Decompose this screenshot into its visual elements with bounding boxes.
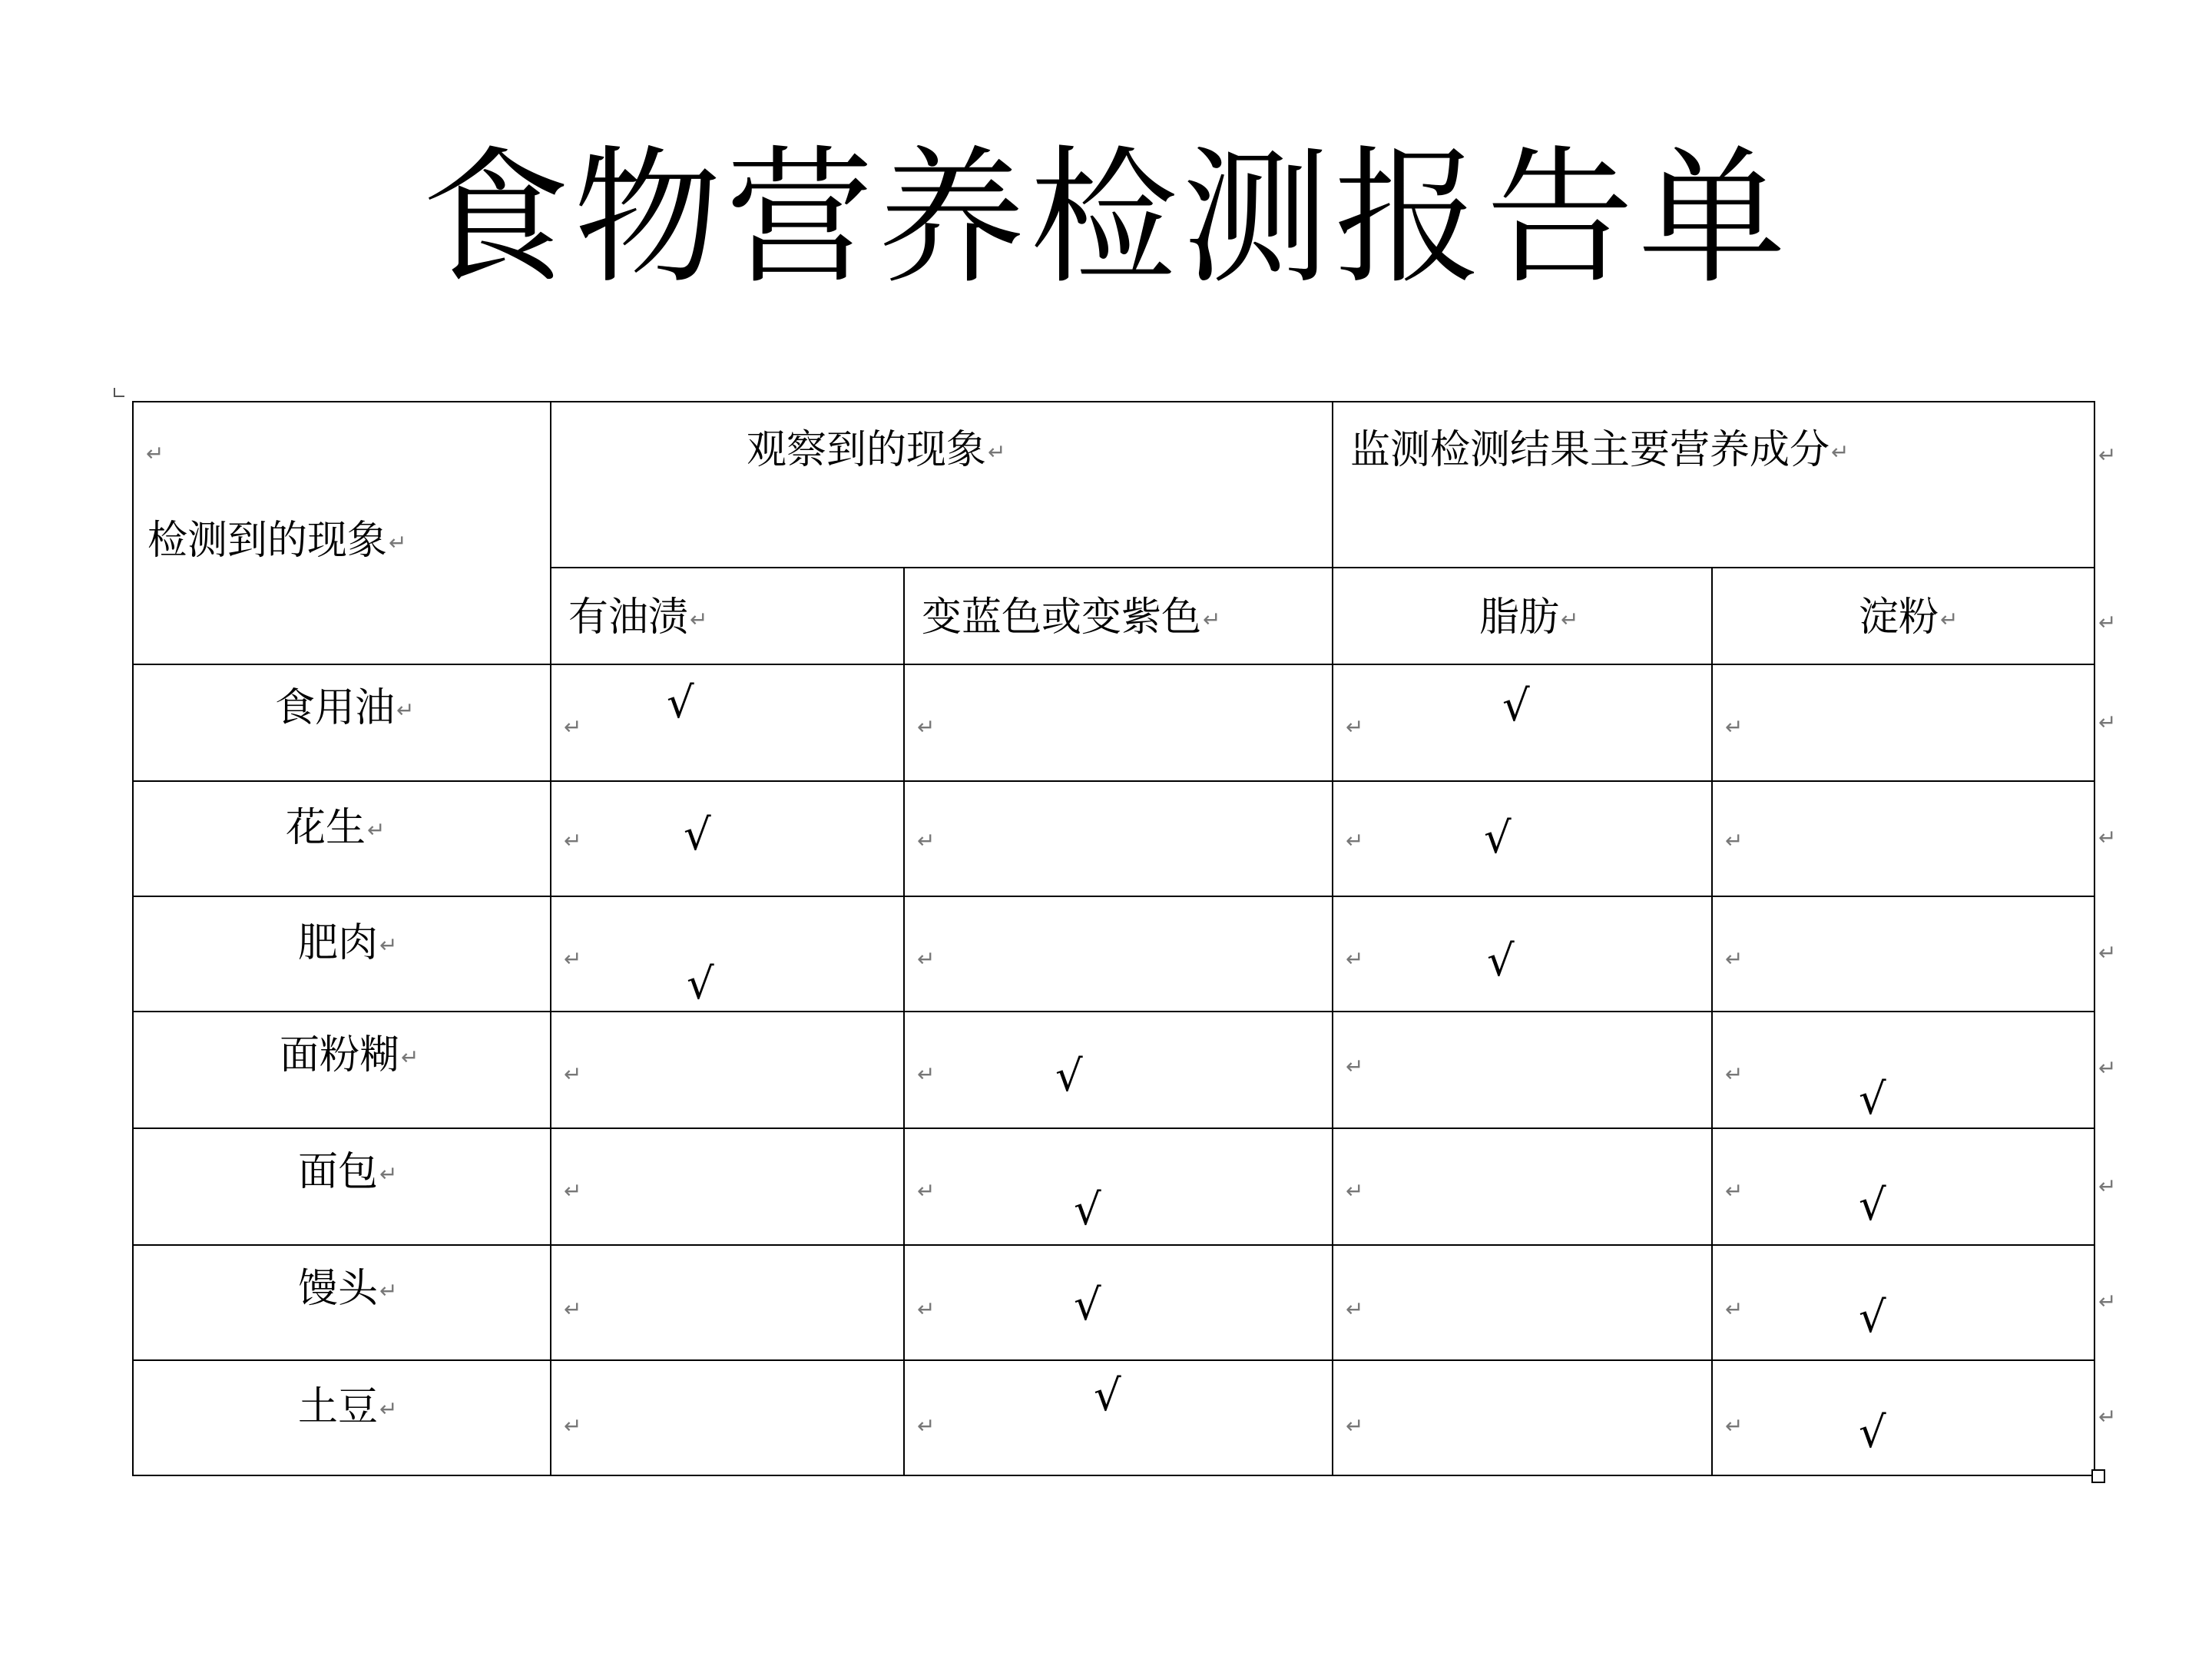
table-body [133, 664, 2094, 1475]
result-cell[interactable] [1333, 1360, 1712, 1475]
row-end-mark-icon: ↵ [2098, 825, 2117, 850]
check-mark: √ [1074, 1280, 1101, 1330]
row-end-mark-icon: ↵ [2098, 610, 2117, 635]
food-cell[interactable] [133, 664, 551, 781]
result-cell[interactable] [1712, 781, 2094, 896]
paragraph-mark-icon: ↵ [1346, 1296, 1364, 1322]
result-cell[interactable] [551, 1128, 904, 1245]
row-end-mark-icon: ↵ [2098, 710, 2117, 735]
result-cell[interactable] [1712, 1012, 2094, 1128]
paragraph-mark-icon: ↵ [146, 441, 164, 466]
row-end-mark-icon: ↵ [2098, 1404, 2117, 1429]
table-anchor-icon[interactable] [114, 388, 124, 397]
paragraph-mark-icon: ↵ [564, 946, 582, 972]
paragraph-mark-icon: ↵ [564, 1061, 582, 1087]
paragraph-mark-icon: ↵ [1725, 946, 1743, 972]
paragraph-mark-icon: ↵ [1346, 828, 1364, 853]
table-row [133, 1128, 2094, 1245]
result-cell[interactable] [1712, 1360, 2094, 1475]
paragraph-mark-icon: ↵ [1346, 1054, 1364, 1079]
paragraph-mark-icon: ↵ [1725, 714, 1743, 740]
column-header-cell[interactable] [904, 568, 1333, 664]
paragraph-mark-icon: ↵ [564, 1178, 582, 1204]
result-cell[interactable] [904, 896, 1333, 1012]
paragraph-mark-icon: ↵ [1346, 1178, 1364, 1204]
check-mark: √ [1074, 1185, 1101, 1235]
result-cell[interactable] [1333, 1245, 1712, 1360]
result-cell[interactable] [551, 1012, 904, 1128]
paragraph-mark-icon: ↵ [917, 946, 935, 972]
check-mark: √ [1859, 1293, 1886, 1343]
column-header-cell[interactable] [1712, 568, 2094, 664]
paragraph-mark-icon: ↵ [917, 1178, 935, 1204]
column-header-label: 变蓝色或变紫色↵ [922, 594, 1221, 641]
food-cell[interactable] [133, 896, 551, 1012]
result-cell[interactable] [1333, 1128, 1712, 1245]
check-mark: √ [687, 959, 714, 1009]
food-name: 肥肉↵ [298, 920, 398, 966]
paragraph-mark-icon: ↵ [564, 1413, 582, 1439]
paragraph-mark-icon: ↵ [917, 1296, 935, 1322]
paragraph-mark-icon: ↵ [1725, 828, 1743, 853]
result-cell[interactable] [1333, 781, 1712, 896]
paragraph-mark-icon: ↵ [917, 1413, 935, 1439]
table-row [133, 1012, 2094, 1128]
paragraph-mark-icon: ↵ [1346, 714, 1364, 740]
paragraph-mark-icon: ↵ [1725, 1296, 1743, 1322]
result-cell[interactable] [551, 781, 904, 896]
table-row [133, 1360, 2094, 1475]
table-row [133, 1245, 2094, 1360]
row-end-mark-icon: ↵ [2098, 442, 2117, 468]
food-cell[interactable] [133, 1245, 551, 1360]
paragraph-mark-icon: ↵ [1346, 1413, 1364, 1439]
result-cell[interactable] [551, 1360, 904, 1475]
paragraph-mark-icon: ↵ [564, 1296, 582, 1322]
result-cell[interactable] [1333, 896, 1712, 1012]
row-end-mark-icon: ↵ [2098, 1174, 2117, 1199]
result-cell[interactable] [904, 1245, 1333, 1360]
check-mark: √ [1502, 681, 1530, 731]
observed-group-header-label: 观察到的现象↵ [747, 427, 1006, 473]
food-name: 面包↵ [298, 1149, 398, 1195]
table-row [133, 896, 2094, 1012]
food-cell[interactable] [133, 1128, 551, 1245]
header-row-1 [133, 402, 2094, 568]
result-cell[interactable] [904, 1128, 1333, 1245]
result-cell[interactable] [904, 1012, 1333, 1128]
table-row [133, 781, 2094, 896]
result-cell[interactable] [551, 664, 904, 781]
paragraph-mark-icon: ↵ [564, 714, 582, 740]
paragraph-mark-icon: ↵ [917, 828, 935, 853]
food-name: 食用油↵ [275, 685, 415, 731]
result-group-header-label: 监测检测结果主要营养成分↵ [1350, 427, 1849, 473]
check-mark: √ [1859, 1075, 1886, 1124]
result-group-header-cell[interactable] [1333, 402, 2094, 568]
paragraph-mark-icon: ↵ [917, 1061, 935, 1087]
observed-group-header-cell[interactable] [551, 402, 1333, 568]
food-name: 花生↵ [286, 805, 386, 851]
column-header-cell[interactable] [551, 568, 904, 664]
paragraph-mark-icon: ↵ [564, 828, 582, 853]
food-name: 馒头↵ [298, 1266, 398, 1312]
check-mark: √ [667, 678, 694, 728]
result-cell[interactable] [551, 896, 904, 1012]
nutrition-report-table [132, 401, 2095, 1476]
food-name: 土豆↵ [298, 1384, 398, 1430]
paragraph-mark-icon: ↵ [917, 714, 935, 740]
result-cell[interactable] [904, 664, 1333, 781]
column-header-label: 有油渍↵ [568, 594, 708, 641]
row-end-mark-icon: ↵ [2098, 1055, 2117, 1081]
food-cell[interactable] [133, 1012, 551, 1128]
table-row [133, 664, 2094, 781]
result-cell[interactable] [551, 1245, 904, 1360]
column-header-label: 淀粉↵ [1859, 594, 1959, 641]
result-cell[interactable] [1333, 1012, 1712, 1128]
column-header-label: 脂肪↵ [1479, 594, 1579, 641]
result-cell[interactable] [1712, 1245, 2094, 1360]
result-cell[interactable] [904, 1360, 1333, 1475]
check-mark: √ [1859, 1408, 1886, 1458]
check-mark: √ [1094, 1371, 1121, 1421]
row-end-mark-icon: ↵ [2098, 940, 2117, 965]
row-end-mark-icon: ↵ [2098, 1289, 2117, 1314]
column-header-cell[interactable] [1333, 568, 1712, 664]
check-mark: √ [684, 810, 711, 860]
check-mark: √ [1487, 936, 1515, 986]
paragraph-mark-icon: ↵ [1725, 1061, 1743, 1087]
table-resize-handle[interactable] [2091, 1469, 2105, 1483]
page-title: 食物营养检测报告单 [422, 133, 1790, 304]
corner-header-label: 检测到的现象↵ [147, 518, 407, 564]
result-cell[interactable] [1712, 1128, 2094, 1245]
result-cell[interactable] [1712, 896, 2094, 1012]
corner-header-cell[interactable] [133, 402, 551, 664]
paragraph-mark-icon: ↵ [1725, 1413, 1743, 1439]
result-cell[interactable] [1712, 664, 2094, 781]
paragraph-mark-icon: ↵ [1346, 946, 1364, 972]
paragraph-mark-icon: ↵ [1725, 1178, 1743, 1204]
check-mark: √ [1055, 1051, 1083, 1101]
check-mark: √ [1859, 1181, 1886, 1230]
food-cell[interactable] [133, 781, 551, 896]
check-mark: √ [1484, 813, 1512, 863]
food-name: 面粉糊↵ [280, 1032, 419, 1078]
food-cell[interactable] [133, 1360, 551, 1475]
result-cell[interactable] [904, 781, 1333, 896]
result-cell[interactable] [1333, 664, 1712, 781]
